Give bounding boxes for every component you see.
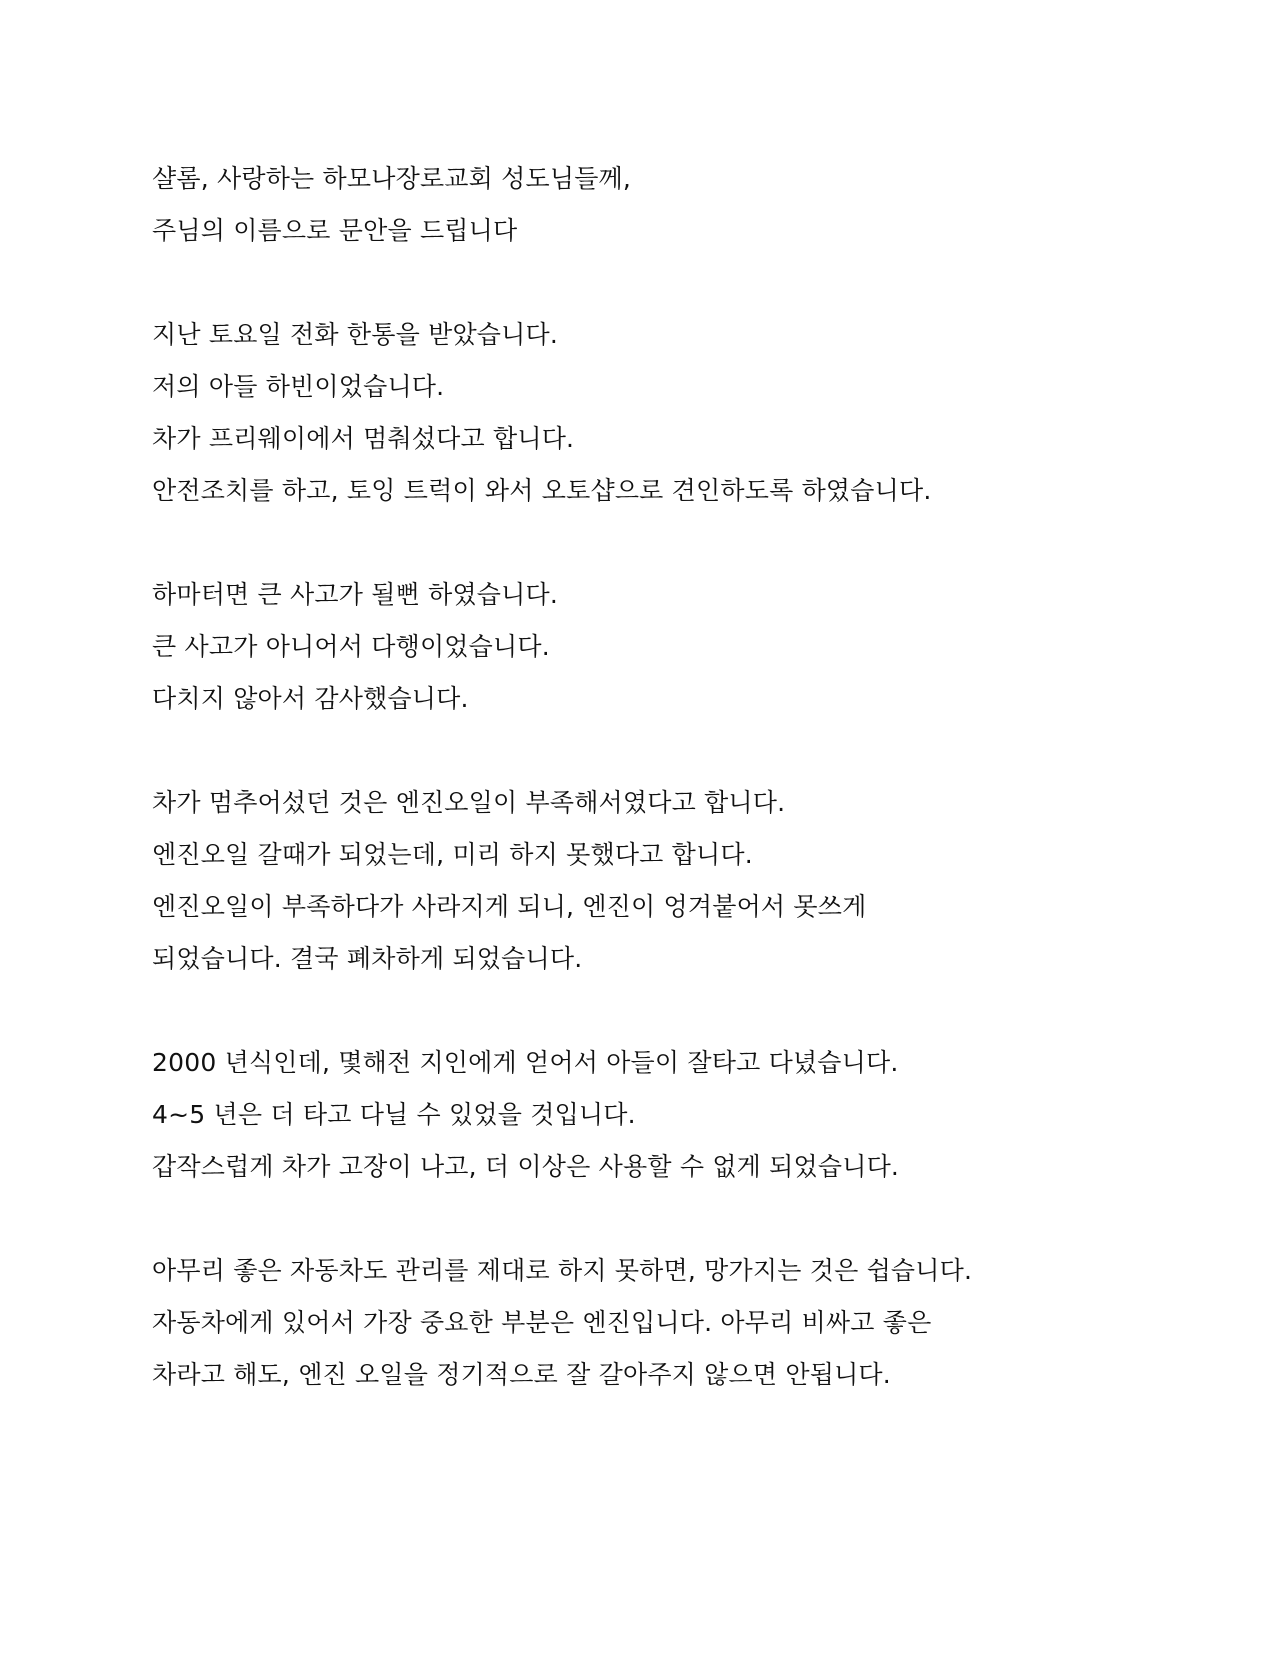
text-line: 차가 프리웨이에서 멈춰섰다고 합니다. (152, 424, 575, 453)
text-line: 4~5 년은 더 타고 다닐 수 있었을 것입니다. (152, 1100, 636, 1129)
text-line: 자동차에게 있어서 가장 중요한 부분은 엔진입니다. 아무리 비싸고 좋은 (152, 1308, 932, 1337)
text-line: 안전조치를 하고, 토잉 트럭이 와서 오토샵으로 견인하도록 하였습니다. (152, 476, 932, 505)
text-line: 차가 멈추어섰던 것은 엔진오일이 부족해서였다고 합니다. (152, 788, 786, 817)
text-line: 차라고 해도, 엔진 오일을 정기적으로 잘 갈아주지 않으면 안됩니다. (152, 1360, 891, 1389)
text-line: 저의 아들 하빈이었습니다. (152, 372, 445, 401)
letter-body (152, 153, 1212, 1453)
text-line: 갑작스럽게 차가 고장이 나고, 더 이상은 사용할 수 없게 되었습니다. (152, 1152, 900, 1181)
text-line: 샬롬, 사랑하는 하모나장로교회 성도님들께, (152, 164, 632, 193)
text-line: 엔진오일 갈때가 되었는데, 미리 하지 못했다고 합니다. (152, 840, 753, 869)
paragraph-maintenance (152, 1245, 1212, 1401)
text-line: 되었습니다. 결국 폐차하게 되었습니다. (152, 944, 583, 973)
text-line: 하마터면 큰 사고가 될뻔 하였습니다. (152, 580, 558, 609)
paragraph-greeting (152, 153, 1212, 257)
text-line: 2000 년식인데, 몇해전 지인에게 얻어서 아들이 잘타고 다녔습니다. (152, 1048, 899, 1077)
text-line: 아무리 좋은 자동차도 관리를 제대로 하지 못하면, 망가지는 것은 쉽습니다. (152, 1256, 973, 1285)
paragraph-engine-oil (152, 777, 1212, 985)
text-line: 큰 사고가 아니어서 다행이었습니다. (152, 632, 550, 661)
text-line: 다치지 않아서 감사했습니다. (152, 684, 469, 713)
text-line: 주님의 이름으로 문안을 드립니다 (152, 216, 518, 245)
paragraph-car-history (152, 1037, 1212, 1193)
paragraph-phone-call (152, 309, 1212, 517)
paragraph-relief (152, 569, 1212, 725)
text-line: 엔진오일이 부족하다가 사라지게 되니, 엔진이 엉겨붙어서 못쓰게 (152, 892, 867, 921)
text-line: 지난 토요일 전화 한통을 받았습니다. (152, 320, 558, 349)
